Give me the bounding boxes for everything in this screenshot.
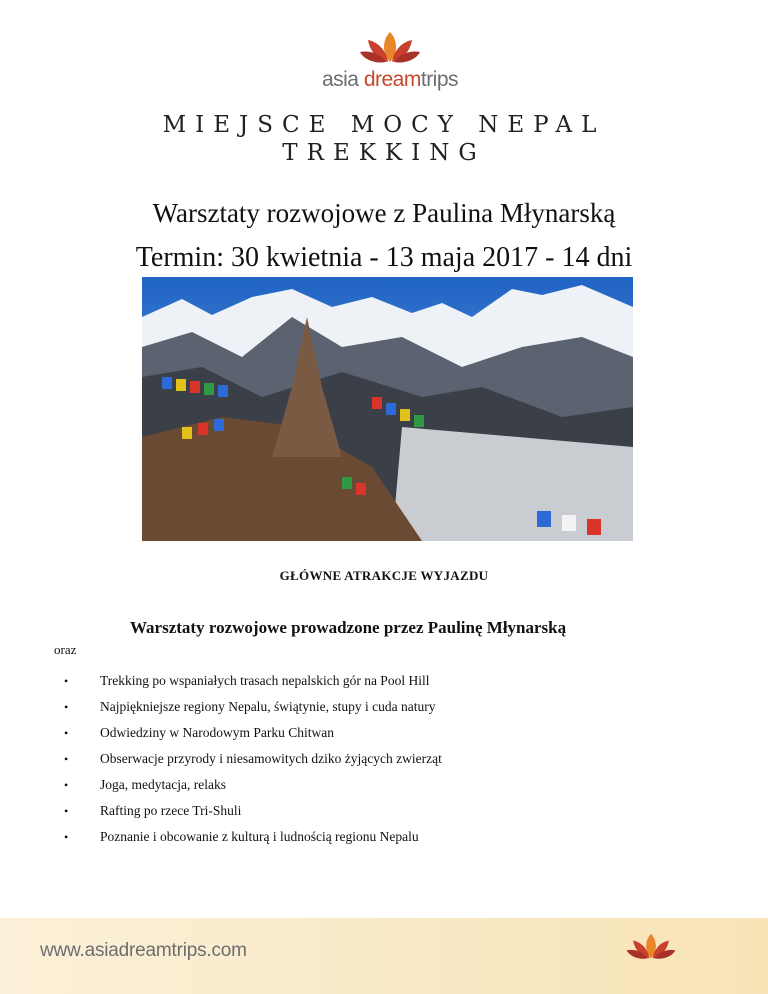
section-heading: GŁÓWNE ATRAKCJE WYJAZDU	[279, 568, 489, 583]
bullet-icon: •	[64, 752, 69, 766]
list-item	[60, 750, 442, 776]
lotus-logo-icon	[625, 924, 677, 970]
dates-subtitle: Termin: 30 kwietnia - 13 maja 2017 - 14 dni	[135, 242, 633, 273]
list-item	[60, 672, 442, 698]
footer-url: www.asiadreamtrips.com	[40, 940, 247, 961]
list-item-text: Najpiękniejsze regiony Nepalu, świątynie, stupy i cuda natury	[100, 699, 436, 714]
page-title-line1: MIEJSCE MOCY NEPAL	[162, 112, 606, 138]
list-item-text: Obserwacje przyrody i niesamowitych dziko żyjących zwierząt	[100, 751, 442, 766]
list-item	[60, 828, 442, 854]
list-item-text: Trekking po wspaniałych trasach nepalskich gór na Pool Hill	[100, 673, 430, 688]
footer-banner	[0, 918, 768, 994]
list-item	[60, 802, 442, 828]
list-item	[60, 724, 442, 750]
nepal-mountain-photo	[142, 277, 633, 541]
connector-text: oraz	[54, 642, 77, 657]
list-item	[60, 776, 442, 802]
lead-text: Warsztaty rozwojowe prowadzone przez Paulinę Młynarską	[130, 618, 567, 637]
brand-part-asia: asia	[321, 68, 359, 91]
attractions-list	[60, 672, 442, 854]
list-item	[60, 698, 442, 724]
list-item-text: Odwiedziny w Narodowym Parku Chitwan	[100, 725, 334, 740]
bullet-icon: •	[64, 804, 69, 818]
list-item-text: Joga, medytacja, relaks	[100, 777, 226, 792]
lotus-logo-icon	[358, 30, 422, 64]
page-title-line2: TREKKING	[282, 140, 486, 166]
brand-part-trips: trips	[420, 68, 459, 91]
logo	[300, 30, 480, 96]
brand-name	[300, 68, 480, 92]
bullet-icon: •	[64, 778, 69, 792]
list-item-text: Poznanie i obcowanie z kulturą i ludnością regionu Nepalu	[100, 829, 419, 844]
bullet-icon: •	[64, 700, 69, 714]
bullet-icon: •	[64, 674, 69, 688]
bullet-icon: •	[64, 830, 69, 844]
workshops-subtitle: Warsztaty rozwojowe z Paulina Młynarską	[152, 198, 616, 228]
bullet-icon: •	[64, 726, 69, 740]
list-item-text: Rafting po rzece Tri-Shuli	[100, 803, 242, 818]
brand-part-dream: dream	[363, 68, 421, 91]
